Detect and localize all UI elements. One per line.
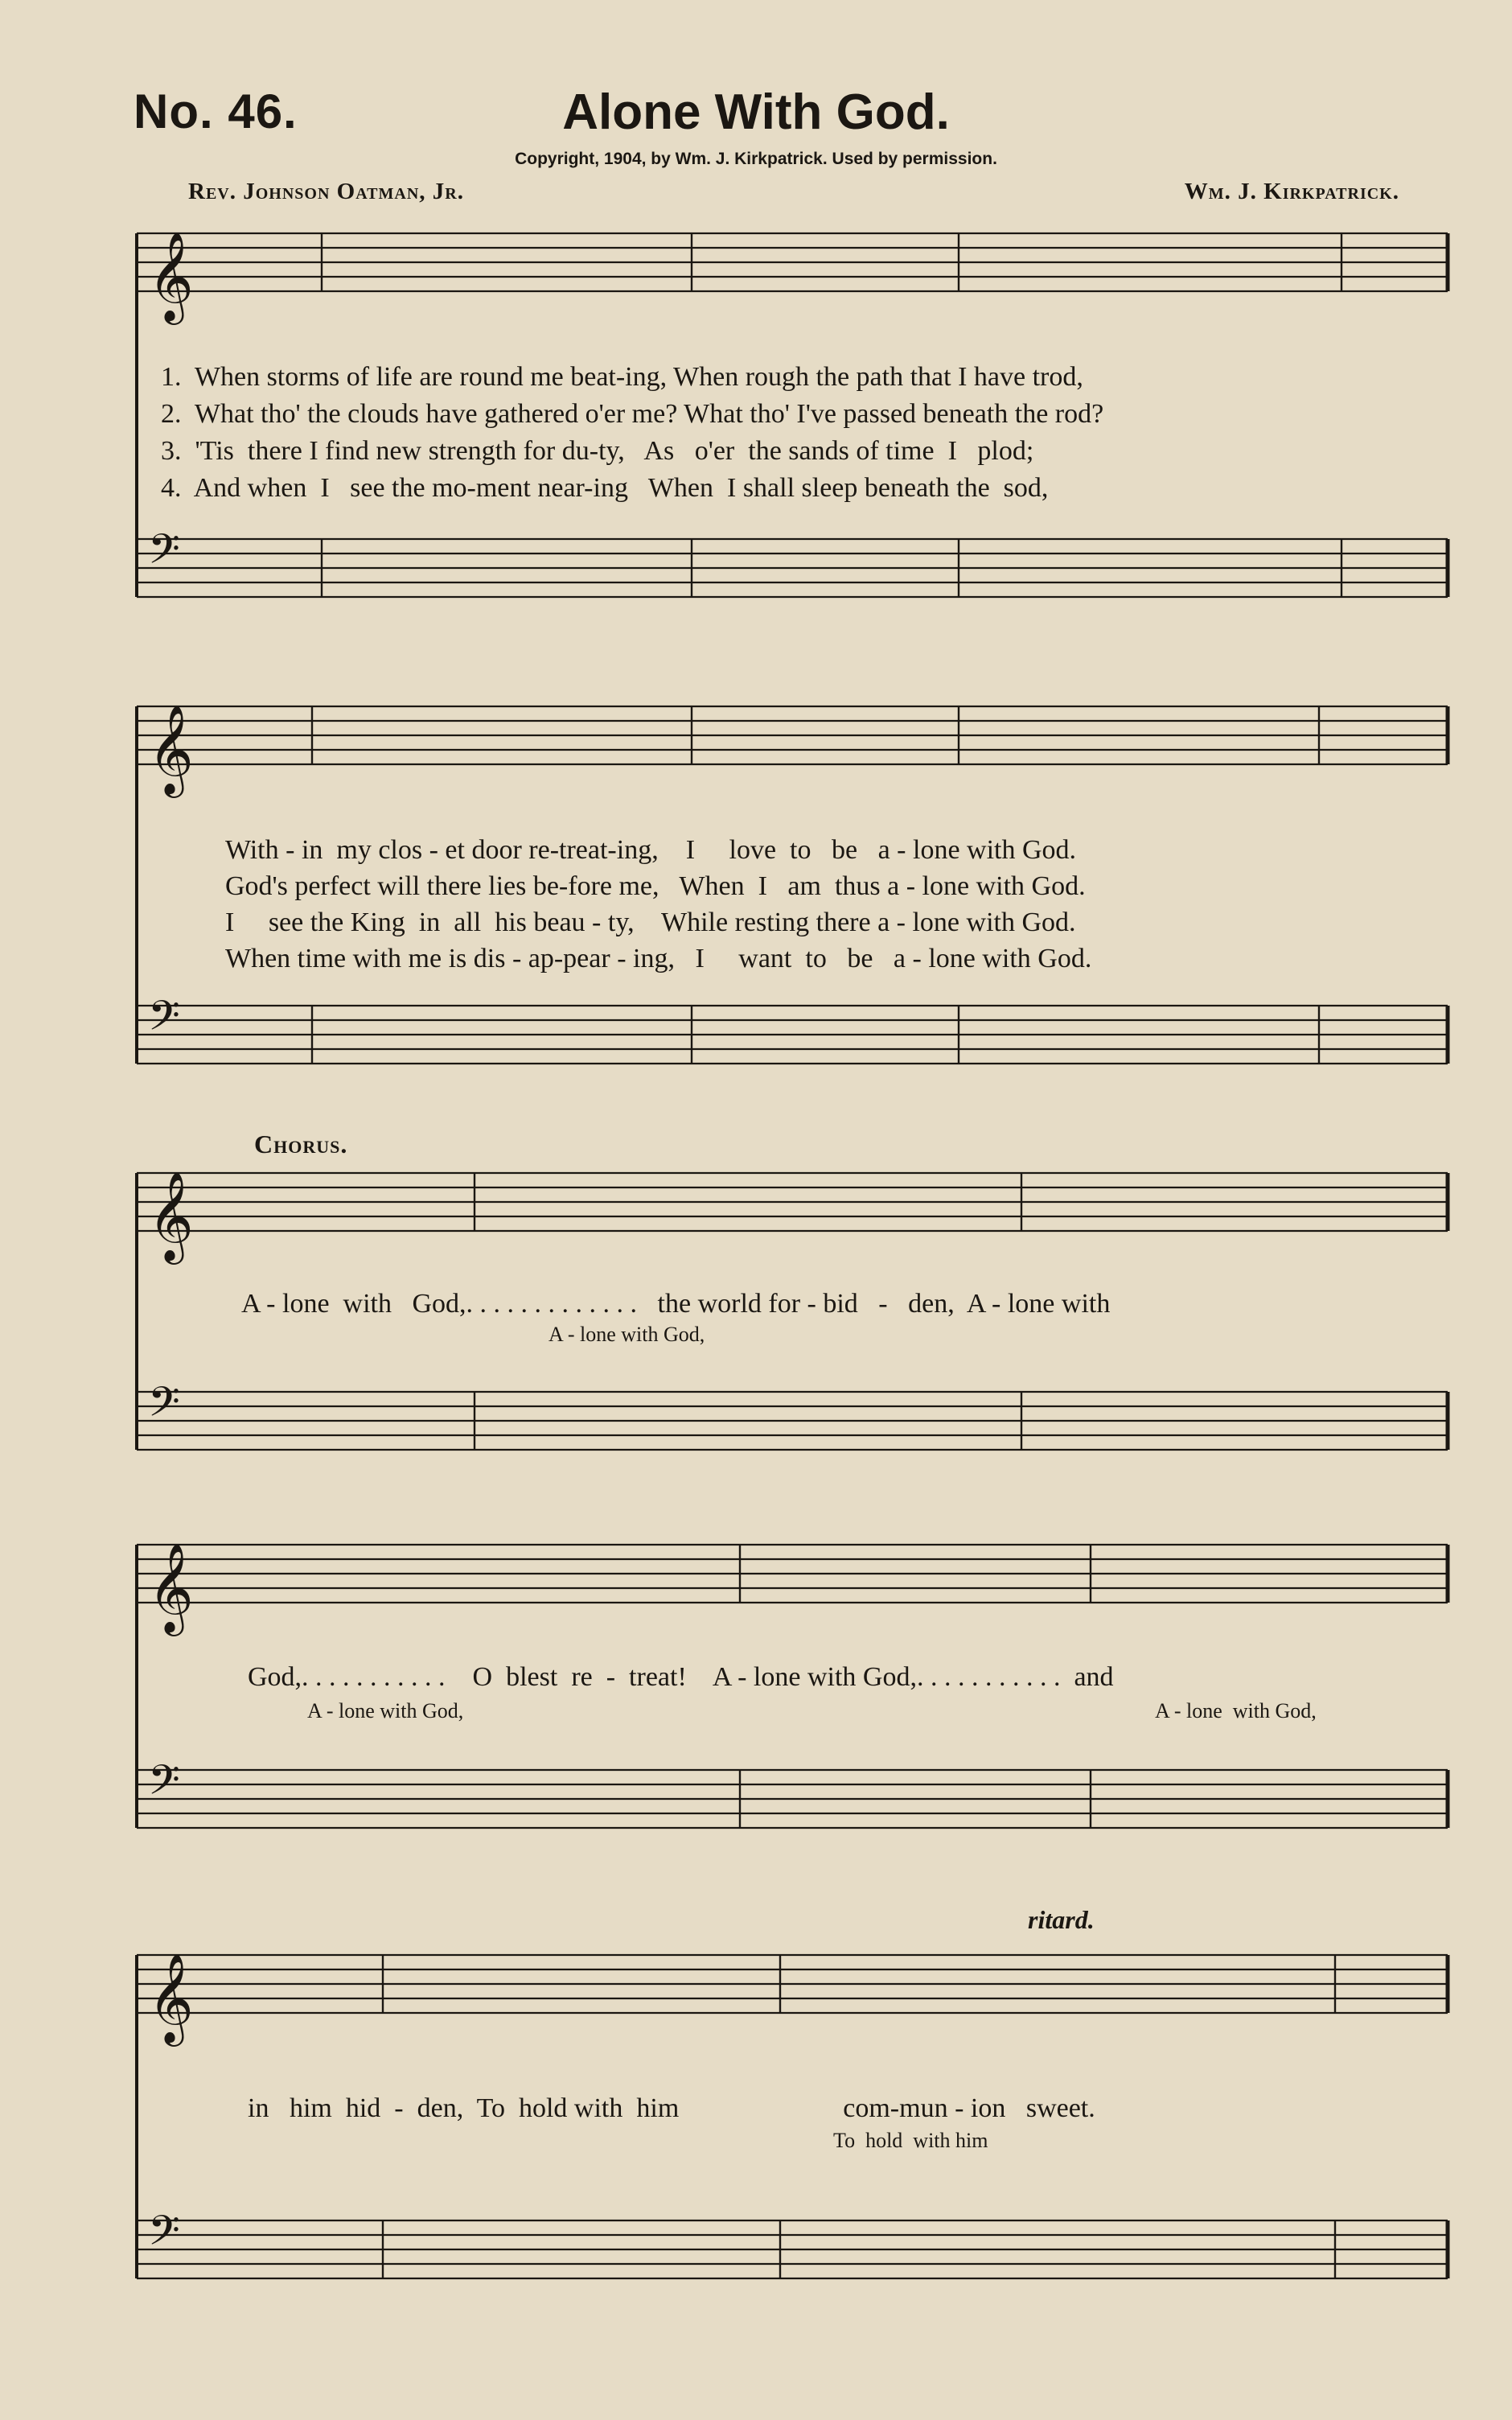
verse-4-line-2: When time with me is dis - ap-pear - ing, I want to be a - lone with God. — [225, 944, 1092, 973]
treble-clef-icon: 𝄞 — [148, 231, 194, 321]
verse-2-line-1: 2. What tho' the clouds have gathered o'er me? What tho' I've passed beneath the rod? — [161, 399, 1104, 429]
copyright-notice: Copyright, 1904, by Wm. J. Kirkpatrick. Used by permission. — [515, 150, 997, 168]
chorus-line-3-bass: To hold with him — [833, 2129, 988, 2152]
treble-clef-icon: 𝄞 — [148, 1542, 194, 1632]
chorus-line-1-bass: A - lone with God, — [549, 1323, 705, 1346]
hymn-title: Alone With God. — [562, 84, 950, 140]
chorus-line-2-bass-b: A - lone with God, — [1155, 1699, 1317, 1722]
chorus-line-3: in him hid - den, To hold with him com-mun - ion sweet. — [248, 2093, 1095, 2123]
verse-3-line-1: 3. 'Tis there I find new strength for du-ty, As o'er the sands of time I plod; — [161, 436, 1034, 466]
composer-credit: Wm. J. Kirkpatrick. — [1184, 179, 1399, 204]
treble-clef-icon: 𝄞 — [148, 1953, 194, 2043]
verse-3-line-2: I see the King in all his beau - ty, While resting there a - lone with God. — [225, 908, 1076, 937]
verse-1-line-2: With - in my clos - et door re-treat-ing, I love to be a - lone with God. — [225, 835, 1077, 865]
bass-clef-icon: 𝄢 — [148, 525, 180, 583]
bass-clef-icon: 𝄢 — [148, 2206, 180, 2265]
bass-clef-icon: 𝄢 — [148, 991, 180, 1050]
author-credit: Rev. Johnson Oatman, Jr. — [188, 179, 464, 204]
treble-clef-icon: 𝄞 — [148, 704, 194, 794]
bass-clef-icon: 𝄢 — [148, 1377, 180, 1436]
verse-2-line-2: God's perfect will there lies be-fore me, When I am thus a - lone with God. — [225, 871, 1086, 901]
chorus-line-2-bass-a: A - lone with God, — [307, 1699, 464, 1722]
ritard-marking: ritard. — [1028, 1905, 1095, 1934]
chorus-line-1: A - lone with God,. . . . . . . . . . . . . the world for - bid - den, A - lone with — [241, 1289, 1111, 1319]
verse-4-line-1: 4. And when I see the mo-ment near-ing When I shall sleep beneath the sod, — [161, 473, 1049, 503]
treble-clef-icon: 𝄞 — [148, 1171, 194, 1261]
bass-clef-icon: 𝄢 — [148, 1755, 180, 1814]
chorus-line-2: God,. . . . . . . . . . . O blest re - treat! A - lone with God,. . . . . . . . . . . and — [248, 1662, 1114, 1692]
chorus-label: Chorus. — [254, 1130, 348, 1159]
hymn-number: No. 46. — [134, 84, 298, 138]
verse-1-line-1: 1. When storms of life are round me beat-ing, When rough the path that I have trod, — [161, 362, 1083, 392]
